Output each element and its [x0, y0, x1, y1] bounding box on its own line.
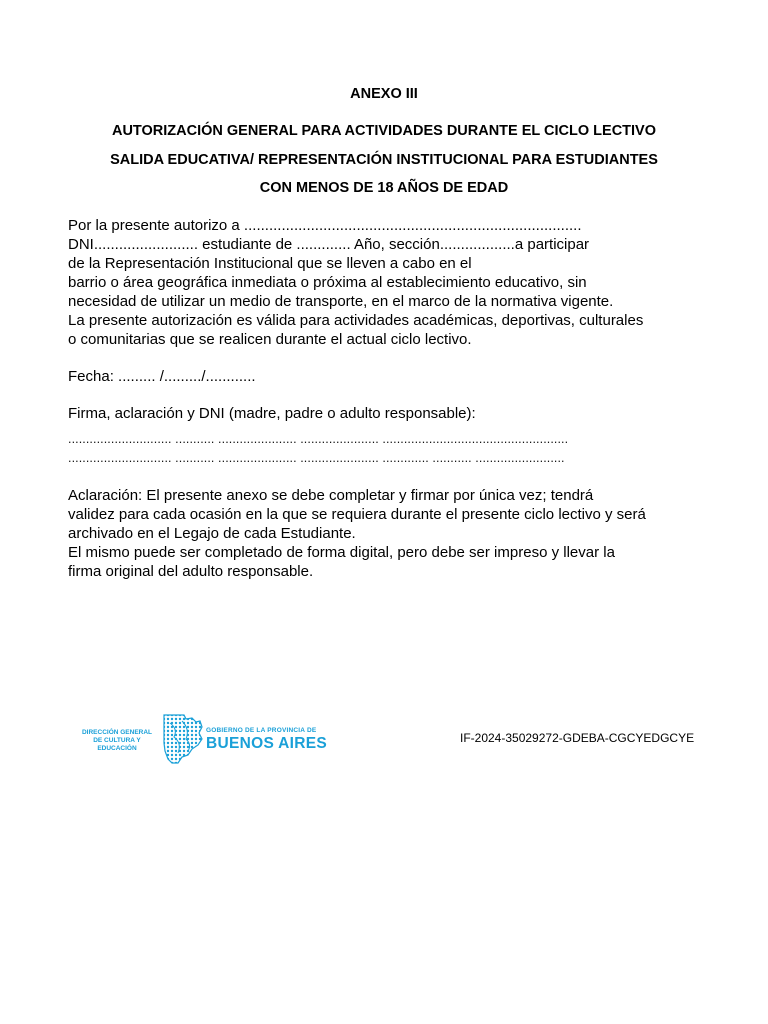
- logo-left-line: DE CULTURA Y EDUCACIÓN: [93, 737, 141, 752]
- authorization-paragraph: [68, 216, 708, 349]
- direccion-general-logo: [74, 729, 160, 753]
- clarification-line: El mismo puede ser completado de forma digital, pero debe ser impreso y llevar la: [68, 544, 615, 561]
- annex-title: ANEXO III: [350, 86, 418, 102]
- authorization-line: necesidad de utilizar un medio de transporte, en el marco de la normativa vigente.: [68, 293, 614, 310]
- document-id: IF-2024-35029272-GDEBA-CGCYEDGCYE: [460, 731, 695, 745]
- clarification-line: validez para cada ocasión en la que se requiera durante el presente ciclo lectivo y será: [68, 506, 646, 523]
- heading-line-1: AUTORIZACIÓN GENERAL PARA ACTIVIDADES DURANTE EL CICLO LECTIVO: [111, 123, 657, 139]
- heading-line-2: SALIDA EDUCATIVA/ REPRESENTACIÓN INSTITUCIONAL PARA ESTUDIANTES: [110, 152, 658, 168]
- authorization-line: barrio o área geográfica inmediata o próxima al establecimiento educativo, sin: [68, 274, 587, 291]
- authorization-line: Por la presente autorizo a .................................................................................: [68, 217, 582, 234]
- authorization-line: La presente autorización es válida para actividades académicas, deportivas, culturales: [68, 312, 644, 329]
- date-line: Fecha: ......... /........./............: [68, 368, 256, 385]
- logo-right-big-text: BUENOS AIRES: [206, 735, 328, 752]
- authorization-line: de la Representación Institucional que se lleven a cabo en el: [68, 255, 472, 272]
- signature-dotted-line: ............................. ........... ...................... ...................... ....................................................: [68, 432, 569, 446]
- clarification-line: Aclaración: El presente anexo se debe completar y firmar por única vez; tendrá: [68, 487, 594, 504]
- province-map-icon: [162, 713, 204, 765]
- authorization-line: o comunitarias que se realicen durante el actual ciclo lectivo.: [68, 331, 472, 348]
- clarification-line: archivado en el Legajo de cada Estudiante.: [68, 525, 356, 542]
- clarification-paragraph: [68, 486, 708, 581]
- authorization-line: DNI......................... estudiante de ............. Año, sección..................a participar: [68, 236, 590, 253]
- gobierno-buenos-aires-logo: [206, 727, 327, 752]
- signature-dotted-line: ............................. ........... ...................... ...................... ............. ........... .........................: [68, 451, 565, 465]
- heading-line-3: CON MENOS DE 18 AÑOS DE EDAD: [259, 180, 509, 196]
- clarification-line: firma original del adulto responsable.: [68, 563, 314, 580]
- logo-left-line: DIRECCIÓN GENERAL: [81, 729, 153, 736]
- logo-right-small-text: GOBIERNO DE LA PROVINCIA DE: [206, 727, 317, 734]
- signature-label: Firma, aclaración y DNI (madre, padre o adulto responsable):: [68, 405, 476, 422]
